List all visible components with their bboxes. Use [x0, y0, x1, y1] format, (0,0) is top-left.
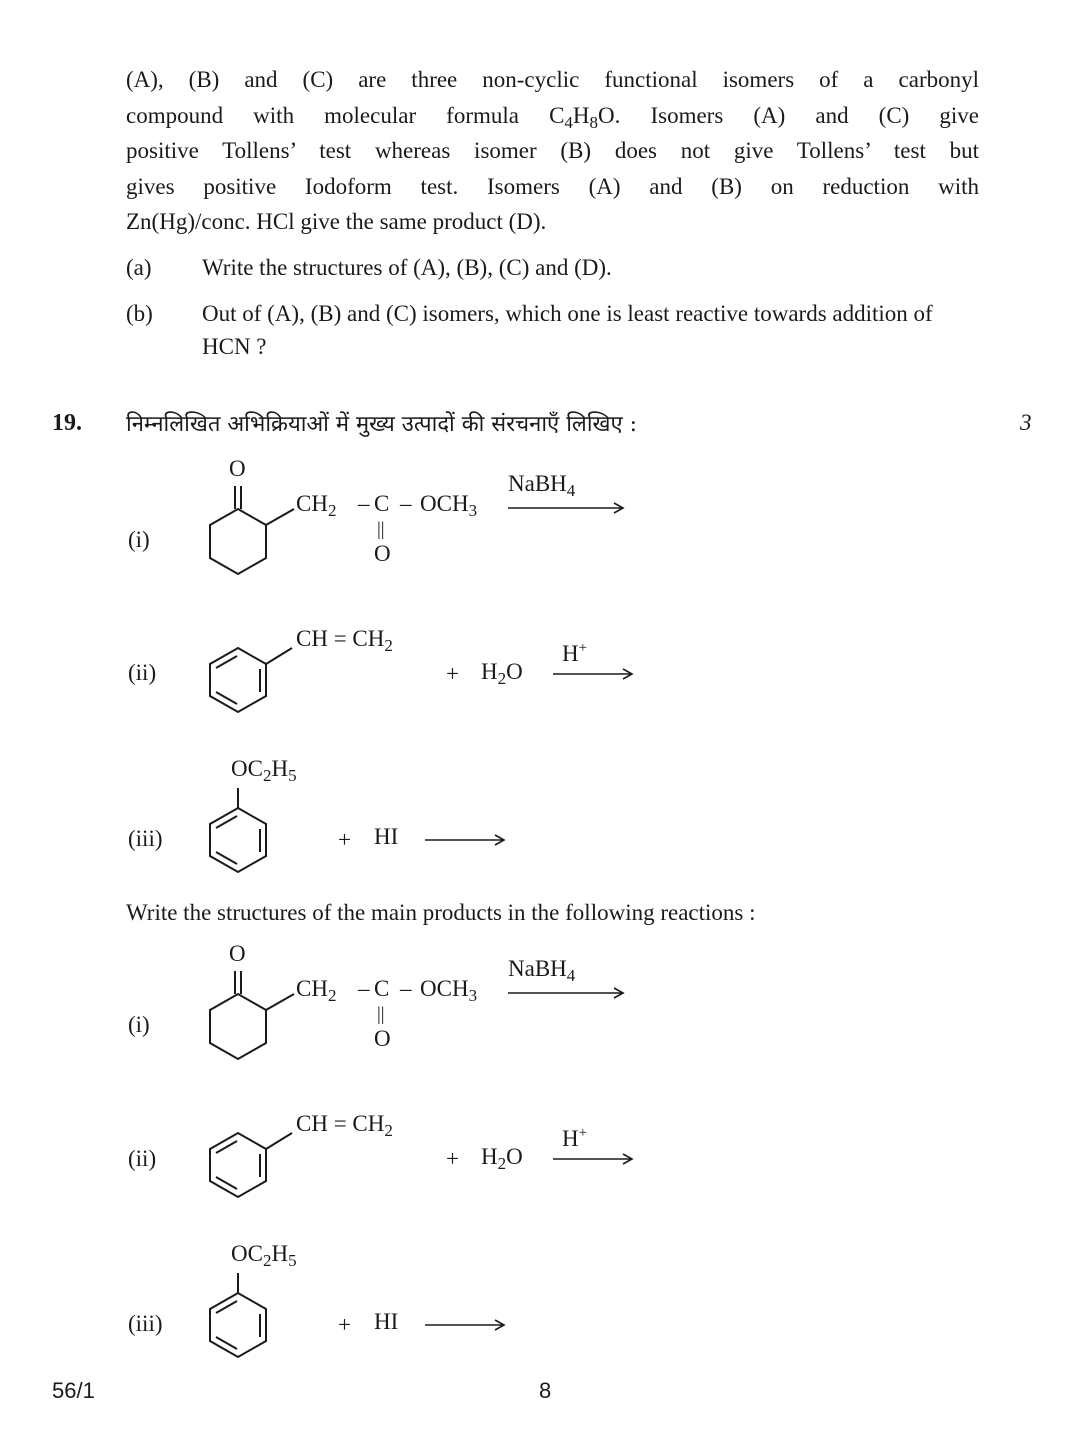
arrow-icon	[423, 1317, 507, 1333]
ethoxy-group: $OC_2H_5$	[231, 756, 297, 785]
ketone-oxygen: O	[229, 941, 246, 966]
och3-group: $OCH_3$	[420, 976, 478, 1005]
carbonyl-carbon: C	[374, 976, 390, 1001]
part-b-label: (b)	[126, 301, 153, 326]
acid-catalyst: H+	[562, 640, 588, 666]
page-number: 8	[539, 1378, 552, 1403]
dash-1: –	[358, 976, 370, 1001]
question-hindi-text: निम्नलिखित अभिक्रियाओं में मुख्य उत्पादों की संरचनाएँ लिखिए :	[126, 412, 638, 437]
benzene-ring	[200, 1265, 300, 1365]
plus-sign: +	[446, 661, 459, 686]
arrow-icon	[423, 832, 507, 848]
dash-1: –	[358, 491, 370, 516]
reaction-iii-label: (iii)	[128, 826, 163, 851]
benzene-ring	[200, 630, 300, 720]
reaction-iii-label: (iii)	[128, 1311, 163, 1336]
question-marks: 3	[1020, 410, 1032, 435]
ester-oxygen: O	[374, 541, 391, 566]
question-number: 19.	[52, 410, 82, 436]
plus-sign: +	[338, 827, 351, 852]
cyclohexanone-ring	[200, 480, 300, 580]
part-a	[126, 251, 979, 285]
arrow-icon	[551, 666, 635, 682]
arrow-icon	[551, 1151, 635, 1167]
paper-code: 56/1	[52, 1378, 95, 1403]
reaction-ii-label: (ii)	[128, 660, 157, 685]
acid-catalyst: H+	[562, 1125, 588, 1151]
dash-2: –	[400, 976, 412, 1001]
vinyl-group: CH = $CH_2$	[296, 1111, 393, 1140]
ester-oxygen: O	[374, 1026, 391, 1051]
question-english-text: Write the structures of the main products in the following reactions :	[126, 900, 756, 925]
water: $H_2O$	[481, 1144, 523, 1173]
hi-reagent: HI	[374, 824, 399, 849]
intro-paragraph	[126, 62, 979, 240]
benzene-ring	[200, 1115, 300, 1205]
part-b-text: Out of (A), (B) and (C) isomers, which one is least reactive towards addition of HCN ?	[202, 301, 933, 359]
plus-sign: +	[338, 1312, 351, 1337]
ch2-group: $CH_2$	[296, 491, 337, 520]
dash-2: –	[400, 491, 412, 516]
ch2-group: $CH_2$	[296, 976, 337, 1005]
double-bond: ||	[377, 1004, 385, 1025]
plus-sign: +	[446, 1146, 459, 1171]
arrow-icon	[506, 985, 626, 1001]
ethoxy-group: $OC_2H_5$	[231, 1241, 297, 1270]
carbonyl-carbon: C	[374, 491, 390, 516]
reagent-nabh4: NaBH$_4$	[508, 471, 576, 500]
ketone-oxygen: O	[229, 456, 246, 481]
part-b	[126, 297, 979, 365]
water: $H_2O$	[481, 659, 523, 688]
part-a-label: (a)	[126, 255, 152, 280]
arrow-icon	[506, 500, 626, 516]
reaction-i-label: (i)	[128, 527, 150, 552]
reagent-nabh4: NaBH$_4$	[508, 956, 576, 985]
intro-line-1: (A), (B) and (C) are three non-cyclic functional isomers of a carbonyl	[126, 67, 979, 92]
benzene-ring	[200, 780, 300, 880]
cyclohexanone-ring	[200, 965, 300, 1065]
intro-line-5: Zn(Hg)/conc. HCl give the same product (D).	[126, 209, 547, 234]
reaction-ii-label: (ii)	[128, 1146, 157, 1171]
double-bond: ||	[377, 519, 385, 540]
vinyl-group: CH = $CH_2$	[296, 626, 393, 655]
intro-line-3: positive Tollens’ test whereas isomer (B) does not give Tollens’ test but	[126, 138, 979, 163]
intro-line-4: gives positive Iodoform test. Isomers (A) and (B) on reduction with	[126, 173, 979, 199]
och3-group: $OCH_3$	[420, 491, 478, 520]
hi-reagent: HI	[374, 1309, 399, 1334]
intro-line-2: compound with molecular formula $C_4H_8O$. Isomers (A) and (C) give	[126, 102, 979, 132]
reaction-i-label: (i)	[128, 1012, 150, 1037]
part-a-text: Write the structures of (A), (B), (C) and (D).	[202, 255, 612, 280]
